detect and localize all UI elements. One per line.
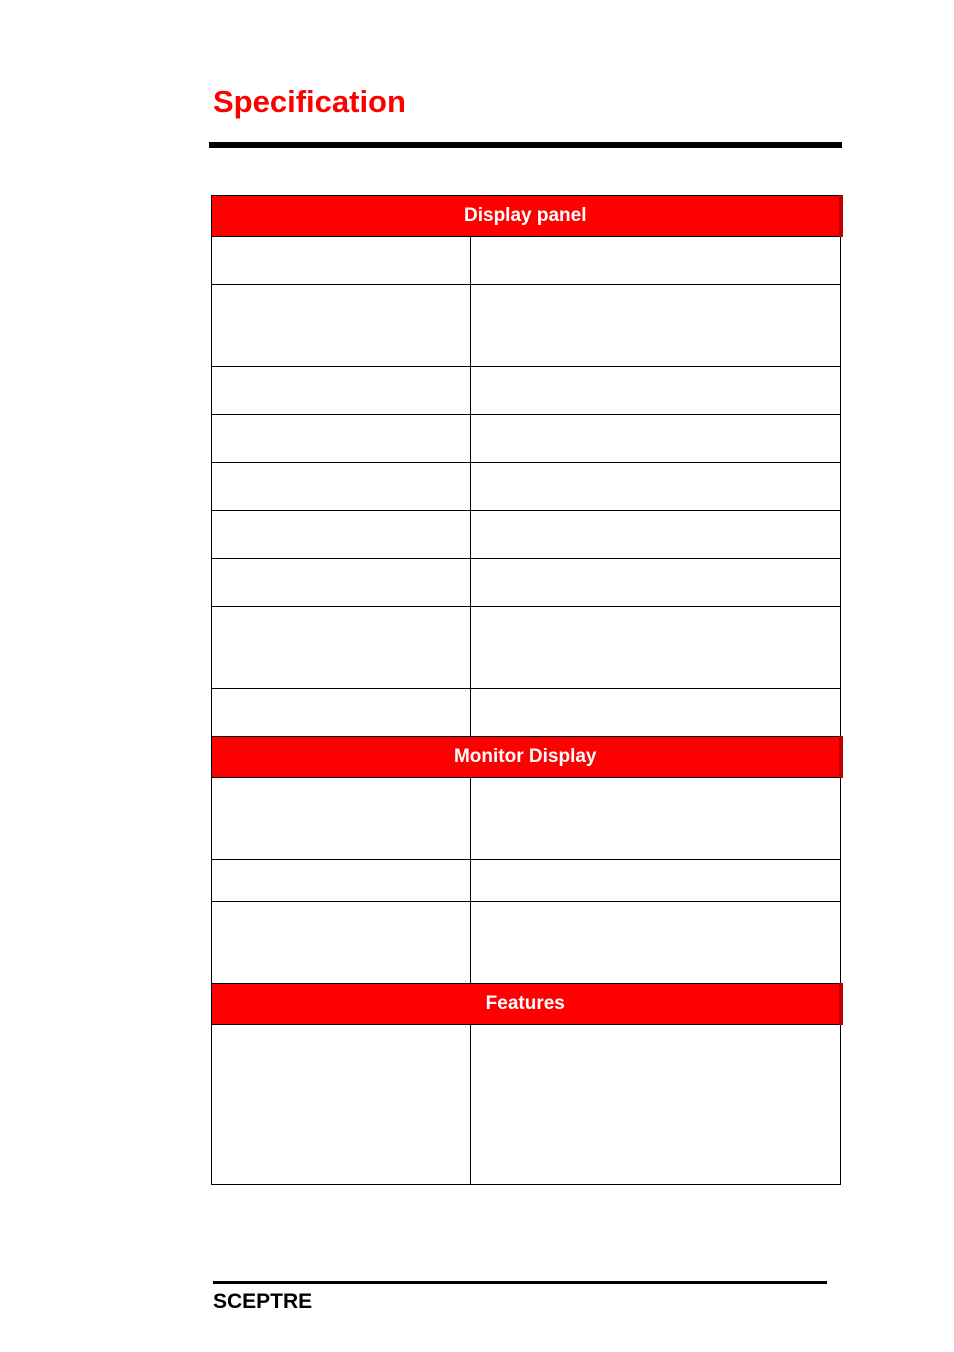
spec-label-cell <box>212 415 471 463</box>
section-heading: Features <box>212 984 841 1025</box>
spec-value-cell <box>471 285 841 367</box>
table-row <box>212 559 841 607</box>
table-row <box>212 778 841 860</box>
table-row <box>212 367 841 415</box>
section-heading: Monitor Display <box>212 737 841 778</box>
spec-value-cell <box>471 559 841 607</box>
title-divider <box>209 142 842 148</box>
footer-brand: SCEPTRE <box>213 1290 313 1313</box>
table-row <box>212 689 841 737</box>
table-row <box>212 902 841 984</box>
table-row <box>212 511 841 559</box>
table-row <box>212 415 841 463</box>
spec-label-cell <box>212 902 471 984</box>
spec-value-cell <box>471 860 841 902</box>
spec-label-cell <box>212 237 471 285</box>
spec-value-cell <box>471 1025 841 1185</box>
table-row <box>212 285 841 367</box>
table-row <box>212 463 841 511</box>
spec-label-cell <box>212 860 471 902</box>
section-header-display-panel <box>212 196 841 237</box>
spec-label-cell <box>212 778 471 860</box>
section-header-monitor-display <box>212 737 841 778</box>
spec-value-cell <box>471 902 841 984</box>
footer-divider <box>213 1281 827 1284</box>
spec-value-cell <box>471 778 841 860</box>
spec-label-cell <box>212 607 471 689</box>
spec-label-cell <box>212 511 471 559</box>
spec-label-cell <box>212 463 471 511</box>
spec-value-cell <box>471 463 841 511</box>
spec-value-cell <box>471 367 841 415</box>
section-heading: Display panel <box>212 196 841 237</box>
spec-value-cell <box>471 511 841 559</box>
spec-label-cell <box>212 285 471 367</box>
spec-value-cell <box>471 237 841 285</box>
spec-value-cell <box>471 415 841 463</box>
spec-label-cell <box>212 1025 471 1185</box>
section-header-features <box>212 984 841 1025</box>
spec-label-cell <box>212 689 471 737</box>
page-title: Specification <box>213 84 406 119</box>
table-row <box>212 607 841 689</box>
spec-value-cell <box>471 689 841 737</box>
specification-table <box>211 195 843 1185</box>
table-row <box>212 1025 841 1185</box>
spec-label-cell <box>212 559 471 607</box>
table-row <box>212 237 841 285</box>
table-row <box>212 860 841 902</box>
spec-label-cell <box>212 367 471 415</box>
spec-value-cell <box>471 607 841 689</box>
